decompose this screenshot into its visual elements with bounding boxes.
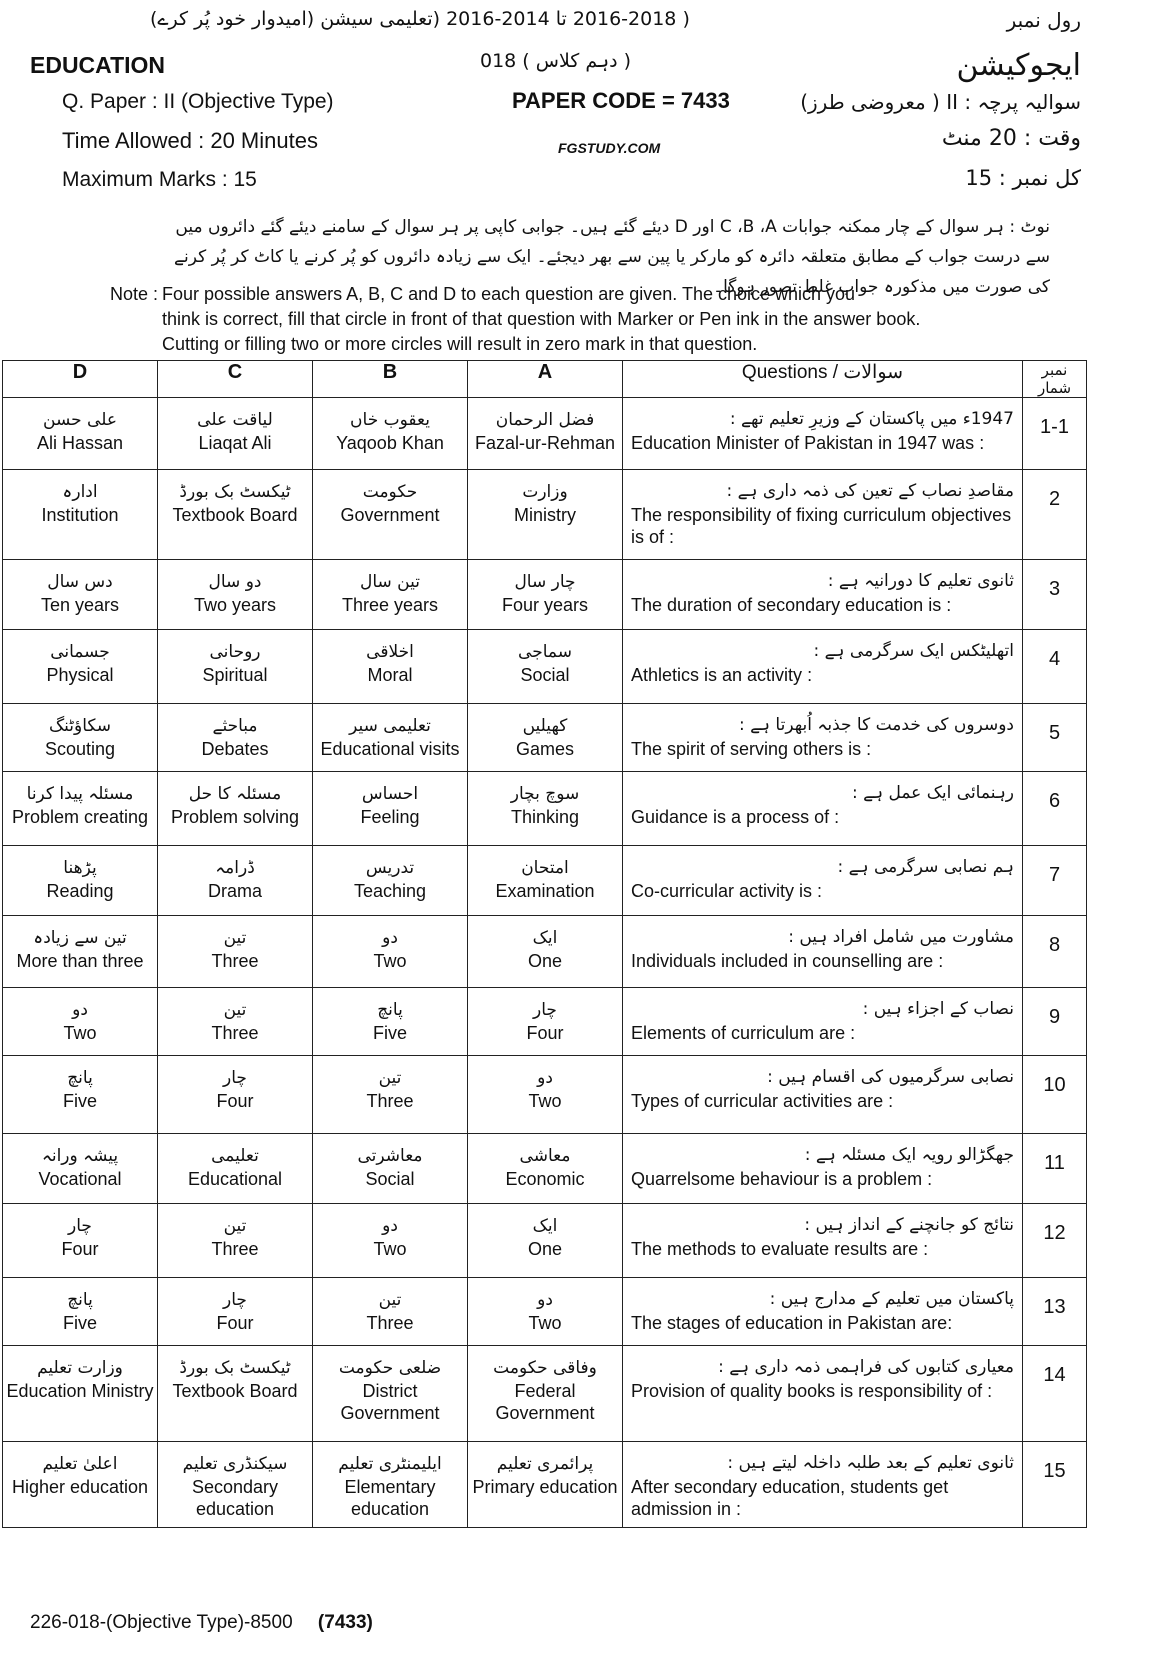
option-b-english: Educational visits — [320, 739, 460, 759]
option-c-english: Three — [211, 1239, 259, 1259]
option-a-english: One — [527, 1239, 563, 1259]
option-b — [313, 846, 468, 916]
option-b-english: Three — [366, 1313, 414, 1333]
note-urdu: نوٹ : ہر سوال کے چار ممکنہ جوابات C ،B ،A اور D دیئے گئے ہیں۔ جوابی کاپی پر ہر سوال کے سامنے دیئے گئے دائروں میں سے درست جواب کے مطابق متعلقہ دائرہ کو مارکر یا پین سے بھر دیجئے۔ ایک سے زیادہ دائروں کو پُر کرنے یا کاٹ کر پُر کرنے کی صورت میں مذکورہ جواب غلط تصور ہوگا۔ — [174, 217, 1050, 297]
option-a-urdu: وزارت — [522, 482, 568, 502]
option-a-english: Fazal-ur-Rehman — [474, 433, 616, 453]
option-c — [158, 1346, 313, 1442]
question-number: 3 — [1023, 560, 1087, 630]
option-d-english: Five — [62, 1313, 97, 1333]
option-b-english: Two — [373, 951, 407, 971]
option-b-urdu: احساس — [361, 784, 419, 804]
option-c-english: Textbook Board — [172, 1381, 298, 1401]
option-c — [158, 1442, 313, 1528]
option-c-urdu: تعلیمی — [211, 1146, 259, 1166]
option-a — [468, 398, 623, 470]
option-b — [313, 916, 468, 988]
option-c-english: Liaqat Ali — [198, 433, 272, 453]
option-c-urdu: روحانی — [209, 642, 261, 662]
option-b-english: Yaqoob Khan — [336, 433, 444, 453]
option-c-english: Four — [216, 1091, 254, 1111]
question-english: Quarrelsome behaviour is a problem : — [631, 1169, 933, 1189]
question-urdu: اتھلیٹکس ایک سرگرمی ہے : — [813, 641, 1014, 661]
option-b — [313, 630, 468, 704]
question-text — [623, 988, 1023, 1056]
option-a-english: Federal Government — [495, 1381, 595, 1423]
roll-number-label: رول نمبر — [1006, 8, 1081, 32]
option-a-english: Social — [520, 665, 570, 685]
note-label: Note : — [110, 284, 159, 304]
option-d-urdu: پڑھنا — [63, 858, 97, 878]
option-a-english: Economic — [505, 1169, 585, 1189]
question-row — [3, 1056, 1087, 1134]
option-c-english: Two years — [193, 595, 277, 615]
note-english — [110, 282, 1100, 357]
option-b-english: Feeling — [360, 807, 420, 827]
option-b — [313, 1204, 468, 1278]
question-number: 4 — [1023, 630, 1087, 704]
question-english: After secondary education, students get admission in : — [631, 1477, 949, 1519]
option-a-english: Four years — [501, 595, 589, 615]
subject-title-en: EDUCATION — [30, 52, 166, 78]
option-c-english: Three — [211, 1023, 259, 1043]
option-c — [158, 398, 313, 470]
option-c — [158, 772, 313, 846]
option-c-urdu: تین — [223, 1000, 247, 1020]
option-a-urdu: چار سال — [514, 572, 576, 592]
option-b — [313, 560, 468, 630]
question-number: 11 — [1023, 1134, 1087, 1204]
question-text — [623, 560, 1023, 630]
note-line-3: Cutting or filling two or more circles will result in zero mark in that question. — [162, 334, 758, 354]
option-d — [3, 772, 158, 846]
option-a — [468, 1442, 623, 1528]
option-c — [158, 704, 313, 772]
footer-paper-code: (7433) — [317, 1612, 373, 1633]
option-b-english: Five — [372, 1023, 407, 1043]
option-c — [158, 470, 313, 560]
question-number: 9 — [1023, 988, 1087, 1056]
option-d-urdu: ادارہ — [62, 482, 98, 502]
question-row — [3, 704, 1087, 772]
option-d — [3, 1134, 158, 1204]
option-d — [3, 630, 158, 704]
question-row — [3, 1346, 1087, 1442]
option-a — [468, 1346, 623, 1442]
option-b-urdu: تین — [378, 1290, 402, 1310]
question-english: The spirit of serving others is : — [631, 739, 872, 759]
option-a — [468, 1204, 623, 1278]
question-row — [3, 1204, 1087, 1278]
question-urdu: نصابی سرگرمیوں کی اقسام ہیں : — [767, 1067, 1014, 1087]
session-line: ( 2016-2018 تا 2014-2016 (تعلیمی سیشن (امیدوار خود پُر کرے) — [150, 8, 690, 30]
option-b-english: Three years — [341, 595, 439, 615]
question-english: The stages of education in Pakistan are: — [631, 1313, 953, 1333]
question-row — [3, 988, 1087, 1056]
question-number: 15 — [1023, 1442, 1087, 1528]
question-urdu: نتائج کو جانچنے کے انداز ہیں : — [804, 1215, 1014, 1235]
option-d-english: Physical — [46, 665, 114, 685]
option-c-urdu: دو سال — [208, 572, 262, 592]
header-c: C — [158, 361, 313, 398]
option-a-urdu: دو — [537, 1290, 553, 1310]
question-number: 10 — [1023, 1056, 1087, 1134]
question-row — [3, 772, 1087, 846]
option-a-english: Games — [515, 739, 575, 759]
option-c-english: Problem solving — [170, 807, 300, 827]
option-d-english: Institution — [41, 505, 119, 525]
option-b-english: Government — [340, 505, 440, 525]
question-row — [3, 916, 1087, 988]
option-d — [3, 1204, 158, 1278]
question-urdu: جھگڑالو رویہ ایک مسئلہ ہے : — [804, 1145, 1014, 1165]
option-d — [3, 398, 158, 470]
time-allowed-ur: وقت : 20 منٹ — [941, 126, 1081, 151]
option-d-english: Ten years — [40, 595, 120, 615]
option-d — [3, 1346, 158, 1442]
question-english: The responsibility of fixing curriculum objectives is of : — [631, 505, 1012, 547]
question-english: Individuals included in counselling are : — [631, 951, 944, 971]
option-a-urdu: کھیلیں — [522, 716, 568, 736]
option-a — [468, 630, 623, 704]
question-urdu: ہم نصابی سرگرمی ہے : — [837, 857, 1014, 877]
question-number: 1-1 — [1023, 398, 1087, 470]
question-text — [623, 470, 1023, 560]
question-text — [623, 1442, 1023, 1528]
option-a — [468, 1056, 623, 1134]
question-english: The duration of secondary education is : — [631, 595, 952, 615]
option-a — [468, 916, 623, 988]
option-a-english: One — [527, 951, 563, 971]
option-c-urdu: ٹیکسٹ بک بورڈ — [179, 482, 291, 502]
option-c-urdu: سیکنڈری تعلیم — [182, 1454, 288, 1474]
question-english: Athletics is an activity : — [631, 665, 813, 685]
question-text — [623, 1204, 1023, 1278]
option-b — [313, 470, 468, 560]
option-c-urdu: مباحثے — [212, 716, 258, 736]
option-d-english: Education Ministry — [6, 1381, 154, 1401]
option-c — [158, 630, 313, 704]
option-b-urdu: یعقوب خاں — [350, 410, 430, 430]
option-d-urdu: دس سال — [47, 572, 113, 592]
option-c-english: Debates — [201, 739, 269, 759]
option-b-urdu: ایلیمنٹری تعلیم — [338, 1454, 442, 1474]
option-c — [158, 1134, 313, 1204]
option-b-english: Social — [365, 1169, 415, 1189]
option-d-english: Four — [61, 1239, 99, 1259]
option-c-english: Four — [216, 1313, 254, 1333]
option-a-urdu: ایک — [532, 1216, 558, 1236]
option-a-english: Primary education — [472, 1477, 618, 1497]
option-a — [468, 560, 623, 630]
question-urdu: معیاری کتابوں کی فراہمی ذمہ داری ہے : — [718, 1357, 1014, 1377]
option-c — [158, 846, 313, 916]
question-english: Guidance is a process of : — [631, 807, 840, 827]
option-b-urdu: تین سال — [360, 572, 420, 592]
option-d-english: Scouting — [44, 739, 116, 759]
max-marks-en: Maximum Marks : 15 — [62, 168, 257, 191]
option-c — [158, 916, 313, 988]
option-b-english: Teaching — [353, 881, 427, 901]
option-a-english: Ministry — [514, 505, 576, 525]
option-c-urdu: تین — [223, 928, 247, 948]
option-d — [3, 1056, 158, 1134]
option-d-urdu: مسئلہ پیدا کرنا — [26, 784, 134, 804]
paper-type-en: Q. Paper : II (Objective Type) — [62, 90, 334, 113]
option-a-english: Two — [528, 1091, 562, 1111]
option-d-urdu: جسمانی — [50, 642, 110, 662]
option-b — [313, 398, 468, 470]
option-a-urdu: سوچ بچار — [510, 784, 580, 804]
option-d — [3, 916, 158, 988]
option-b-urdu: حکومت — [362, 482, 418, 502]
question-text — [623, 704, 1023, 772]
option-a-urdu: پرائمری تعلیم — [496, 1454, 594, 1474]
question-row — [3, 1134, 1087, 1204]
question-row — [3, 630, 1087, 704]
question-english: Elements of curriculum are : — [631, 1023, 856, 1043]
option-d-urdu: اعلیٰ تعلیم — [42, 1454, 118, 1474]
option-d-english: Ali Hassan — [36, 433, 124, 453]
header-b: B — [313, 361, 468, 398]
subject-title-ur: ایجوکیشن — [956, 48, 1081, 83]
option-c — [158, 1204, 313, 1278]
question-text — [623, 1056, 1023, 1134]
question-text — [623, 772, 1023, 846]
question-urdu: مقاصدِ نصاب کے تعین کی ذمہ داری ہے : — [726, 481, 1014, 501]
header-number: نمبر شمار — [1023, 361, 1087, 398]
header-d: D — [3, 361, 158, 398]
option-a-urdu: چار — [533, 1000, 557, 1020]
option-a-english: Examination — [495, 881, 595, 901]
option-a-urdu: معاشی — [519, 1146, 571, 1166]
question-text — [623, 1278, 1023, 1346]
max-marks-ur: کل نمبر : 15 — [965, 166, 1081, 190]
option-a — [468, 772, 623, 846]
option-d-english: Reading — [46, 881, 114, 901]
option-c-urdu: چار — [223, 1290, 247, 1310]
option-b-english: Three — [366, 1091, 414, 1111]
option-d-english: More than three — [16, 951, 144, 971]
option-d — [3, 560, 158, 630]
class-label: ( دہم کلاس ) 018 — [480, 50, 632, 72]
option-b — [313, 1346, 468, 1442]
question-urdu: دوسروں کی خدمت کا جذبہ اُبھرتا ہے : — [738, 715, 1014, 735]
question-text — [623, 846, 1023, 916]
question-english: Types of curricular activities are : — [631, 1091, 894, 1111]
header-a: A — [468, 361, 623, 398]
option-c-english: Drama — [207, 881, 262, 901]
option-c-urdu: لیاقت علی — [197, 410, 273, 430]
option-d — [3, 704, 158, 772]
question-urdu: رہنمائی ایک عمل ہے : — [852, 783, 1014, 803]
question-text — [623, 916, 1023, 988]
option-a-urdu: فضل الرحمان — [495, 410, 595, 430]
option-b-urdu: معاشرتی — [357, 1146, 423, 1166]
option-b-urdu: دو — [382, 928, 398, 948]
option-c — [158, 988, 313, 1056]
option-a — [468, 470, 623, 560]
question-number: 14 — [1023, 1346, 1087, 1442]
option-b — [313, 1134, 468, 1204]
option-b — [313, 772, 468, 846]
option-a-english: Two — [528, 1313, 562, 1333]
option-c-urdu: ٹیکسٹ بک بورڈ — [179, 1358, 291, 1378]
question-number: 12 — [1023, 1204, 1087, 1278]
option-a-urdu: دو — [537, 1068, 553, 1088]
option-b-english: Two — [373, 1239, 407, 1259]
question-row — [3, 1442, 1087, 1528]
question-number: 2 — [1023, 470, 1087, 560]
option-c-urdu: چار — [223, 1068, 247, 1088]
option-a-urdu: سماجی — [518, 642, 572, 662]
option-b — [313, 704, 468, 772]
question-number: 13 — [1023, 1278, 1087, 1346]
option-d — [3, 470, 158, 560]
option-c-english: Three — [211, 951, 259, 971]
option-b-urdu: تعلیمی سیر — [349, 716, 431, 736]
option-b — [313, 1442, 468, 1528]
option-b-urdu: تین — [378, 1068, 402, 1088]
question-number: 8 — [1023, 916, 1087, 988]
option-d-urdu: وزارت تعلیم — [37, 1358, 123, 1378]
option-a — [468, 1134, 623, 1204]
question-english: Provision of quality books is responsibility of : — [631, 1381, 993, 1401]
option-b-english: Moral — [367, 665, 413, 685]
option-c-urdu: تین — [223, 1216, 247, 1236]
question-urdu: 1947ء میں پاکستان کے وزیرِ تعلیم تھے : — [729, 409, 1014, 429]
question-row — [3, 560, 1087, 630]
option-d-urdu: چار — [68, 1216, 92, 1236]
option-b-urdu: دو — [382, 1216, 398, 1236]
question-row — [3, 398, 1087, 470]
option-d-urdu: پیشہ ورانہ — [41, 1146, 119, 1166]
option-b-english: Elementary education — [344, 1477, 436, 1519]
note-line-1: Four possible answers A, B, C and D to each question are given. The choice which you — [162, 284, 856, 304]
option-a-urdu: ایک — [532, 928, 558, 948]
option-d — [3, 1278, 158, 1346]
question-urdu: مشاورت میں شامل افراد ہیں : — [788, 927, 1014, 947]
option-d-english: Five — [62, 1091, 97, 1111]
option-d — [3, 988, 158, 1056]
question-urdu: پاکستان میں تعلیم کے مدارج ہیں : — [769, 1289, 1014, 1309]
table-header-row — [3, 361, 1087, 398]
option-c — [158, 1278, 313, 1346]
option-b — [313, 1056, 468, 1134]
question-text — [623, 1134, 1023, 1204]
header-questions: Questions / سوالات — [623, 361, 1023, 398]
question-english: Co-curricular activity is : — [631, 881, 823, 901]
option-a-english: Four — [526, 1023, 564, 1043]
option-c-english: Secondary education — [191, 1477, 279, 1519]
option-a-urdu: وفاقی حکومت — [493, 1358, 597, 1378]
option-c-english: Spiritual — [202, 665, 268, 685]
question-text — [623, 630, 1023, 704]
time-allowed-en: Time Allowed : 20 Minutes — [62, 128, 318, 153]
question-urdu: نصاب کے اجزاء ہیں : — [862, 999, 1014, 1019]
option-b-urdu: اخلاقی — [366, 642, 414, 662]
option-d — [3, 846, 158, 916]
question-number: 7 — [1023, 846, 1087, 916]
option-b-english: District Government — [340, 1381, 440, 1423]
footer — [30, 1612, 373, 1634]
question-urdu: ثانوی تعلیم کے بعد طلبہ داخلہ لیتے ہیں : — [727, 1453, 1014, 1473]
paper-type-ur: سوالیہ پرچہ : II ( معروضی طرز) — [800, 90, 1081, 114]
option-d-english: Problem creating — [11, 807, 149, 827]
option-d-english: Higher education — [11, 1477, 149, 1497]
option-a — [468, 704, 623, 772]
option-d-english: Two — [63, 1023, 97, 1043]
option-a — [468, 1278, 623, 1346]
option-b — [313, 988, 468, 1056]
option-a-english: Thinking — [510, 807, 580, 827]
option-c — [158, 560, 313, 630]
question-row — [3, 846, 1087, 916]
option-c-urdu: مسئلہ کا حل — [188, 784, 282, 804]
option-d-urdu: پانچ — [67, 1290, 93, 1310]
option-c-urdu: ڈرامہ — [215, 858, 255, 878]
option-d-urdu: دو — [72, 1000, 88, 1020]
question-text — [623, 398, 1023, 470]
option-d-english: Vocational — [38, 1169, 122, 1189]
option-c — [158, 1056, 313, 1134]
option-d-urdu: تین سے زیادہ — [33, 928, 127, 948]
website-label: FGSTUDY.COM — [558, 140, 661, 156]
question-english: Education Minister of Pakistan in 1947 was : — [631, 433, 985, 453]
questions-table — [2, 360, 1087, 1528]
option-d — [3, 1442, 158, 1528]
question-urdu: ثانوی تعلیم کا دورانیہ ہے : — [827, 571, 1014, 591]
option-d-urdu: علی حسن — [43, 410, 117, 430]
paper-code: PAPER CODE = 7433 — [512, 88, 730, 113]
footer-code-line: 226-018-(Objective Type)-8500 — [30, 1612, 293, 1633]
question-number: 6 — [1023, 772, 1087, 846]
option-a — [468, 846, 623, 916]
option-c-english: Textbook Board — [172, 505, 298, 525]
question-row — [3, 470, 1087, 560]
option-b-urdu: پانچ — [377, 1000, 403, 1020]
question-english: The methods to evaluate results are : — [631, 1239, 929, 1259]
question-row — [3, 1278, 1087, 1346]
option-b-urdu: تدریس — [365, 858, 415, 878]
note-line-2: think is correct, fill that circle in front of that question with Marker or Pen ink in the answer book. — [162, 309, 921, 329]
option-c-english: Educational — [187, 1169, 283, 1189]
option-d-urdu: سکاؤٹنگ — [48, 716, 112, 736]
option-a — [468, 988, 623, 1056]
question-text — [623, 1346, 1023, 1442]
question-number: 5 — [1023, 704, 1087, 772]
option-b — [313, 1278, 468, 1346]
option-b-urdu: ضلعی حکومت — [338, 1358, 442, 1378]
option-d-urdu: پانچ — [67, 1068, 93, 1088]
option-a-urdu: امتحان — [521, 858, 569, 878]
